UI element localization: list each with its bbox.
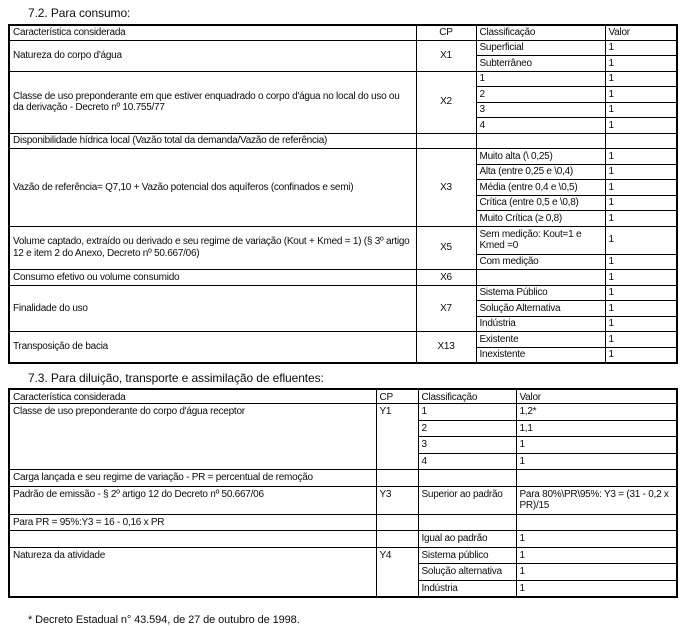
cell-valor: 1	[516, 580, 677, 597]
cell-cp: X3	[416, 149, 476, 227]
table-row	[9, 547, 677, 564]
cell-classificacao: 4	[418, 453, 516, 470]
cell-classificacao: Sistema público	[418, 547, 516, 564]
cell-valor: 1	[605, 71, 677, 87]
table-row	[9, 226, 677, 254]
cell-valor: 1	[516, 437, 677, 454]
cell-classificacao: Inexistente	[476, 347, 605, 363]
cell-classificacao: 3	[476, 102, 605, 118]
cell-caracteristica: Disponibilidade hídrica local (Vazão total da demanda/Vazão de referência)	[9, 133, 416, 149]
document-page	[0, 6, 685, 625]
cell-caracteristica: Vazão de referência= Q7,10 + Vazão potencial dos aquíferos (confinados e semi)	[9, 149, 416, 227]
cell-classificacao: 1	[418, 404, 516, 421]
cell-valor	[516, 470, 677, 487]
header-caracteristica: Característica considerada	[9, 389, 376, 404]
cell-valor: Para 80%\PR\95%: Y3 = (31 - 0,2 x PR)/15	[516, 486, 677, 514]
cell-cp	[376, 470, 418, 487]
header-cp: CP	[416, 25, 476, 40]
cell-valor: 1	[605, 118, 677, 134]
table-row	[9, 133, 677, 149]
table-row	[9, 332, 677, 348]
cell-caracteristica: Volume captado, extraído ou derivado e seu regime de variação (Kout + Kmed = 1) (§ 3º artigo 12 e item 2 do Anexo, Decreto nº 50.667/06)	[9, 226, 416, 270]
cell-classificacao: Sistema Público	[476, 285, 605, 301]
cell-classificacao	[418, 470, 516, 487]
table-row	[9, 531, 677, 548]
cell-classificacao: Com medição	[476, 254, 605, 270]
cell-classificacao: 4	[476, 118, 605, 134]
cell-classificacao: Superior ao padrão	[418, 486, 516, 514]
table-header-row	[9, 389, 677, 404]
table-row	[9, 470, 677, 487]
cell-valor: 1	[605, 180, 677, 196]
cell-valor: 1	[605, 195, 677, 211]
table-header-row	[9, 25, 677, 40]
table-row	[9, 486, 677, 514]
footnote: * Decreto Estadual n° 43.594, de 27 de outubro de 1998.	[28, 613, 300, 626]
cell-valor: 1	[605, 301, 677, 317]
cell-caracteristica: Classe de uso preponderante em que estiver enquadrado o corpo d'água no local do uso ou da derivação - Decreto nº 10.755/77	[9, 71, 416, 133]
cell-cp	[376, 531, 418, 548]
cell-valor: 1	[605, 226, 677, 254]
cell-valor: 1	[605, 164, 677, 180]
cell-classificacao: 1	[476, 71, 605, 87]
cell-classificacao: Subterrâneo	[476, 56, 605, 72]
cell-caracteristica: Padrão de emissão - § 2º artigo 12 do Decreto nº 50.667/06	[9, 486, 376, 514]
cell-valor	[605, 133, 677, 149]
cell-valor: 1	[605, 347, 677, 363]
cell-valor: 1	[605, 211, 677, 227]
cell-classificacao: Solução alternativa	[418, 564, 516, 581]
cell-classificacao: Muito alta (\ 0,25)	[476, 149, 605, 165]
header-classificacao: Classificação	[418, 389, 516, 404]
cell-valor	[516, 514, 677, 531]
header-cp: CP	[376, 389, 418, 404]
cell-classificacao	[476, 270, 605, 286]
cell-classificacao: Igual ao padrão	[418, 531, 516, 548]
cell-valor: 1	[605, 149, 677, 165]
table-row	[9, 404, 677, 421]
cell-valor: 1,1	[516, 420, 677, 437]
cell-cp: X1	[416, 40, 476, 71]
cell-valor: 1	[605, 316, 677, 332]
cell-valor: 1	[516, 531, 677, 548]
cell-classificacao: Alta (entre 0,25 e \0,4)	[476, 164, 605, 180]
cell-valor: 1	[516, 564, 677, 581]
table-row	[9, 40, 677, 56]
cell-valor: 1	[605, 270, 677, 286]
cell-classificacao: 2	[418, 420, 516, 437]
cell-caracteristica: Finalidade do uso	[9, 285, 416, 332]
cell-classificacao: 3	[418, 437, 516, 454]
cell-caracteristica: Para PR = 95%:Y3 = 16 - 0,16 x PR	[9, 514, 376, 531]
cell-caracteristica: Consumo efetivo ou volume consumido	[9, 270, 416, 286]
cell-cp	[416, 133, 476, 149]
cell-cp: X7	[416, 285, 476, 332]
cell-valor: 1,2*	[516, 404, 677, 421]
cell-caracteristica: Carga lançada e seu regime de variação - PR = percentual de remoção	[9, 470, 376, 487]
cell-cp: X2	[416, 71, 476, 133]
cell-valor: 1	[516, 547, 677, 564]
table-row	[9, 71, 677, 87]
section-title-7-2: 7.2. Para consumo:	[28, 6, 131, 20]
cell-cp: Y1	[376, 404, 418, 470]
cell-cp: X6	[416, 270, 476, 286]
table-para-diluicao	[8, 388, 678, 598]
cell-classificacao: Indústria	[476, 316, 605, 332]
table-row	[9, 285, 677, 301]
cell-valor: 1	[605, 40, 677, 56]
section-title-7-3: 7.3. Para diluição, transporte e assimilação de efluentes:	[28, 370, 324, 385]
cell-classificacao: Muito Crítica (≥ 0,8)	[476, 211, 605, 227]
cell-valor: 1	[605, 254, 677, 270]
cell-cp: Y4	[376, 547, 418, 597]
cell-classificacao: Média (entre 0,4 e \0,5)	[476, 180, 605, 196]
cell-valor: 1	[516, 453, 677, 470]
table-row	[9, 149, 677, 165]
header-valor: Valor	[516, 389, 677, 404]
cell-cp: X5	[416, 226, 476, 270]
cell-classificacao: Superficial	[476, 40, 605, 56]
cell-classificacao	[476, 133, 605, 149]
cell-caracteristica: Natureza do corpo d'água	[9, 40, 416, 71]
cell-cp	[376, 514, 418, 531]
cell-valor: 1	[605, 285, 677, 301]
cell-classificacao: Crítica (entre 0,5 e \0,8)	[476, 195, 605, 211]
cell-valor: 1	[605, 332, 677, 348]
cell-caracteristica: Transposição de bacia	[9, 332, 416, 363]
cell-classificacao: Sem medição: Kout=1 e Kmed =0	[476, 226, 605, 254]
cell-caracteristica	[9, 531, 376, 548]
header-caracteristica: Característica considerada	[9, 25, 416, 40]
table-row	[9, 514, 677, 531]
cell-classificacao: 2	[476, 87, 605, 103]
cell-classificacao	[418, 514, 516, 531]
header-classificacao: Classificação	[476, 25, 605, 40]
table-para-consumo	[8, 24, 678, 364]
cell-classificacao: Solução Alternativa	[476, 301, 605, 317]
cell-cp: X13	[416, 332, 476, 363]
cell-classificacao: Indústria	[418, 580, 516, 597]
cell-cp: Y3	[376, 486, 418, 514]
table-row	[9, 270, 677, 286]
cell-valor: 1	[605, 87, 677, 103]
header-valor: Valor	[605, 25, 677, 40]
cell-valor: 1	[605, 56, 677, 72]
cell-classificacao: Existente	[476, 332, 605, 348]
cell-caracteristica: Classe de uso preponderante do corpo d'água receptor	[9, 404, 376, 470]
cell-caracteristica: Natureza da atividade	[9, 547, 376, 597]
cell-valor: 1	[605, 102, 677, 118]
